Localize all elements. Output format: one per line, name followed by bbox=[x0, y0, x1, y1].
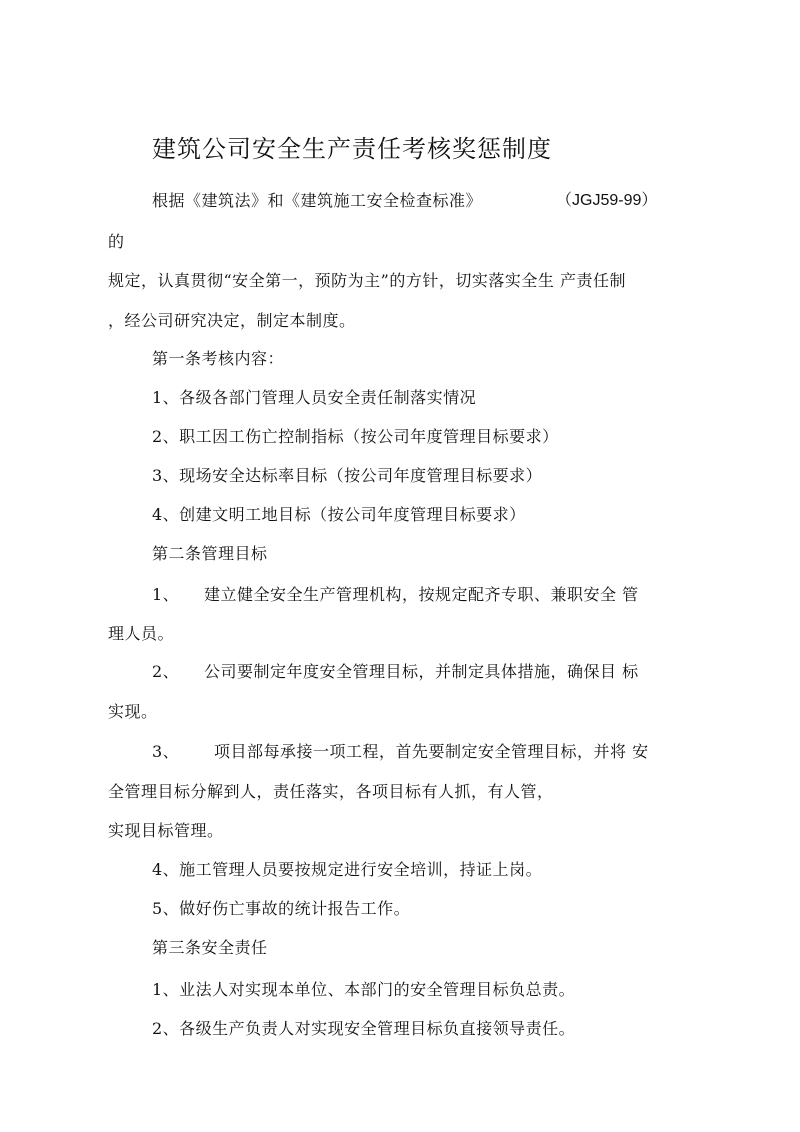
section2-heading: 第二条管理目标 bbox=[152, 544, 268, 563]
intro-line-3: ，经公司研究决定，制定本制度。 bbox=[108, 311, 356, 330]
section2-item-3-continuation-2: 实现目标管理。 bbox=[108, 821, 224, 840]
section1-item-4: 4、创建文明工地目标（按公司年度管理目标要求） bbox=[152, 505, 526, 524]
section2-item-1-text: 建立健全安全生产管理机构，按规定配齐专职、兼职安全 管 bbox=[204, 585, 639, 604]
section3-item-2: 2、各级生产负责人对实现安全管理目标负直接领导责任。 bbox=[152, 1019, 576, 1038]
section1-item-1: 1、各级各部门管理人员安全责任制落实情况 bbox=[152, 388, 477, 407]
intro-standard-ref: （JGJ59-99） bbox=[556, 192, 658, 209]
intro-de: 的 bbox=[108, 232, 125, 251]
section2-item-2-text: 公司要制定年度安全管理目标，并制定具体措施，确保目 标 bbox=[204, 662, 639, 681]
section2-item-3-text: 项目部每承接一项工程，首先要制定安全管理目标，并将 安 bbox=[214, 742, 649, 761]
section2-item-2-number: 2、 bbox=[152, 662, 180, 681]
section2-item-1-continuation: 理人员。 bbox=[108, 624, 175, 643]
intro-lead: 根据《建筑法》和《建筑施工安全检查标准》 bbox=[152, 191, 483, 210]
document-title: 建筑公司安全生产责任考核奖惩制度 bbox=[152, 135, 552, 163]
section2-item-3-continuation: 全管理目标分解到人，责任落实，各项目标有人抓，有人管， bbox=[108, 782, 554, 801]
section2-item-3-number: 3、 bbox=[152, 742, 180, 761]
section1-item-3: 3、现场安全达标率目标（按公司年度管理目标要求） bbox=[152, 466, 543, 485]
section2-item-2-continuation: 实现。 bbox=[108, 702, 158, 721]
section2-item-4: 4、施工管理人员要按规定进行安全培训，持证上岗。 bbox=[152, 860, 543, 879]
section2-item-5: 5、做好伤亡事故的统计报告工作。 bbox=[152, 899, 411, 918]
intro-line-2: 规定，认真贯彻“安全第一，预防为主”的方针，切实落实全生 产责任制 bbox=[108, 271, 626, 290]
section1-heading: 第一条考核内容： bbox=[152, 349, 285, 368]
section3-heading: 第三条安全责任 bbox=[152, 938, 268, 957]
section1-item-2: 2、职工因工伤亡控制指标（按公司年度管理目标要求） bbox=[152, 427, 559, 446]
section2-item-1-number: 1、 bbox=[152, 585, 180, 604]
section3-item-1: 1、业法人对实现本单位、本部门的安全管理目标负总责。 bbox=[152, 980, 576, 999]
